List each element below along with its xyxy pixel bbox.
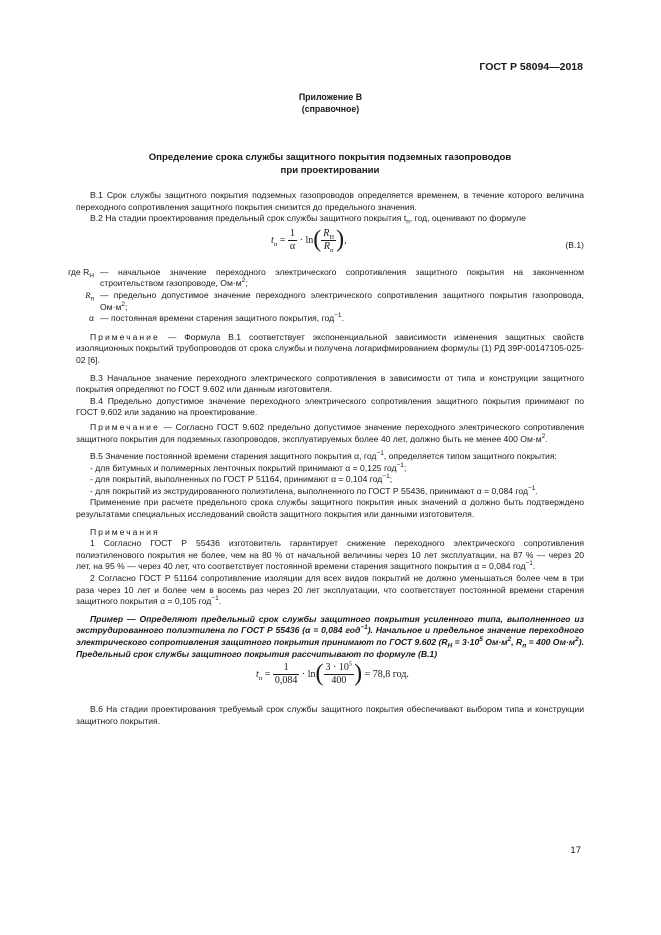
def-sup: 2 xyxy=(241,277,246,285)
def-end: ; xyxy=(125,301,128,312)
paragraph-b3: В.3 Начальное значение переходного электрического сопротивления в зависимости от типа и конструкции защитного покрытия определяют по ГОСТ 9.602 или данным изготовителя. xyxy=(76,372,584,395)
def-symbol-text: R xyxy=(85,289,91,300)
note-label: Примечание xyxy=(90,421,160,432)
formula-ratio-num xyxy=(321,228,336,241)
appendix-type: (справочное) xyxy=(301,103,360,114)
b2-text-end: , год, оценивают по формуле xyxy=(409,213,526,224)
formula-coef-num: 1 xyxy=(273,662,300,675)
standard-header: ГОСТ Р 58094—2018 xyxy=(479,61,583,73)
def-symbol: α xyxy=(89,313,94,324)
right-paren-icon: ) xyxy=(336,226,345,253)
page-number: 17 xyxy=(570,845,581,856)
example-sub: п xyxy=(522,642,527,650)
example-text: = 400 Ом·м xyxy=(526,637,576,647)
note-sup: −1 xyxy=(211,595,219,603)
example-sup: −1 xyxy=(360,624,368,632)
note-label: Примечание xyxy=(90,331,160,342)
definition-rn xyxy=(68,266,584,290)
def-symbol-text: где R xyxy=(68,266,90,277)
note-text: — Согласно ГОСТ 9.602 предельно допустимое значение переходного электрического сопротивления защитного покрытия для подземных газопроводов, эксплуатируемых более 40 лет, должно быть не менее 400 Ом·м xyxy=(76,421,584,444)
note-end: . xyxy=(218,596,222,607)
formula-ln: · ln xyxy=(301,668,316,680)
def-end: ; xyxy=(245,278,248,289)
list-item-sup: −1 xyxy=(527,485,536,493)
ratio-den-symbol: R xyxy=(323,240,330,252)
def-text: — начальное значение переходного электрического сопротивления защитного покрытия на законченном строительством газопроводе, Ом·м xyxy=(100,266,584,289)
b5-sup: −1 xyxy=(376,450,384,458)
note-sup: 2 xyxy=(541,432,546,440)
formula-coef xyxy=(273,662,300,687)
formula-example-expression xyxy=(256,662,409,687)
example-text: , R xyxy=(511,637,523,647)
ratio-num-text: 3 · 10 xyxy=(325,662,349,674)
appendix-heading xyxy=(0,92,661,115)
def-text: — предельно допустимое значение переходного электрического сопротивления защитного покрытия газопровода, Ом·м xyxy=(100,289,584,312)
formula-example xyxy=(76,662,584,696)
example-text: Пример — Определяют предельный срок службы защитного покрытия усиленного типа, выполненного из экструдированного полиэтилена по ГОСТ Р 55436 (α = 0,084 год xyxy=(76,613,584,636)
formula-coef-den: 0,084 xyxy=(274,675,298,687)
formula-coef-den: α xyxy=(289,240,296,252)
b5-text-end: , определяется типом защитного покрытия: xyxy=(383,451,557,462)
body-text xyxy=(68,190,585,727)
list-item-end: ; xyxy=(403,462,407,473)
formula-ln: · ln xyxy=(299,234,314,246)
list-item-text: - для покрытий, выполненных по ГОСТ Р 51164, принимают α = 0,104 год xyxy=(90,474,383,485)
b2-sub: п xyxy=(406,218,410,226)
definition-alpha xyxy=(76,313,584,325)
section-title xyxy=(80,152,580,177)
example-sup: 2 xyxy=(575,636,579,644)
note-3-2 xyxy=(76,573,584,608)
paragraph-b5 xyxy=(76,451,584,463)
def-symbol-sub: п xyxy=(90,295,94,303)
paragraph-b5-after: Применение при расчете предельного срока службы защитного покрытия иных значений α должно быть подтверждено результатами специальных исследований свойств защитного покрытия или данными изготовителя. xyxy=(76,497,584,520)
notes-3-label xyxy=(76,527,584,539)
formula-b1-expression xyxy=(271,228,347,253)
paragraph-b6: В.6 На стадии проектирования требуемый срок службы защитного покрытия обеспечивают выбором типа и конструкции защитного покрытия. xyxy=(76,704,584,726)
notes-label: Примечания xyxy=(90,526,160,537)
definition-rp xyxy=(76,290,584,313)
example-sup: 2 xyxy=(507,636,512,644)
ratio-num-sup: 5 xyxy=(348,660,353,668)
formula-lhs-sub: п xyxy=(258,674,263,682)
example-sup: 5 xyxy=(479,636,483,644)
list-item-sup: −1 xyxy=(382,473,390,481)
formula-coef xyxy=(288,228,297,253)
paragraph-b2 xyxy=(76,213,584,225)
note-end: . xyxy=(545,433,548,444)
def-symbol xyxy=(46,267,94,279)
equation-number: (В.1) xyxy=(565,239,584,250)
example-text: ). Предельный срок службы защитного покрытия рассчитывают по формуле (В.1) xyxy=(76,637,585,659)
formula-ratio-den xyxy=(321,241,336,253)
note-3-1 xyxy=(76,538,584,573)
note-2 xyxy=(76,422,584,445)
note-1 xyxy=(76,332,584,367)
example-sub: Н xyxy=(447,642,453,650)
formula-comma: , xyxy=(344,234,347,246)
formula-coef-num: 1 xyxy=(288,228,297,241)
formula-lhs: t xyxy=(271,234,274,246)
def-symbol xyxy=(46,290,94,302)
note-text: — Формула В.1 соответствует экспоненциальной зависимости изменения защитных свойств изоляционных покрытий трубопроводов от срока службы и получена логарифмированием формулы (1) РД 39Р-00147105-025-02 [6]. xyxy=(76,331,584,365)
ratio-num-sub: Н xyxy=(329,233,335,241)
right-paren-icon: ) xyxy=(354,660,363,687)
formula-lhs-sub: п xyxy=(273,240,278,248)
list-item xyxy=(76,486,584,498)
note-text: 1 Согласно ГОСТ Р 55436 изготовитель гарантирует снижение переходного электрического сопротивления полиэтиленового покрытия не более, чем на 80 % от начальной величины через 10 лет эксплуатации, на 87 % — через 20 лет, на 95 % — через 40 лет, что соответствует постоянной времени старения защитного покрытия α = 0,084 год xyxy=(76,538,584,572)
paragraph-b1: В.1 Срок службы защитного покрытия подземных газопроводов определяется временем, в течение которого величина переходного сопротивления защитного покрытия снизится до предельного значения. xyxy=(76,190,584,212)
example-text: = 3·10 xyxy=(452,637,480,647)
list-item xyxy=(76,474,584,486)
b2-text: В.2 На стадии проектирования предельный срок службы защитного покрытия t xyxy=(90,213,407,224)
def-end: . xyxy=(341,313,344,324)
note-sup: −1 xyxy=(525,560,533,568)
formula-b1 xyxy=(76,228,584,264)
title-line-1: Определение срока службы защитного покрытия подземных газопроводов xyxy=(148,152,512,163)
left-paren-icon: ( xyxy=(313,226,322,253)
list-item-end: ; xyxy=(389,474,393,485)
def-sup: −1 xyxy=(334,312,342,320)
left-paren-icon: ( xyxy=(315,660,324,687)
def-sup: 2 xyxy=(121,300,125,308)
formula-eq: = xyxy=(264,668,271,680)
definitions xyxy=(68,266,584,325)
formula-lhs: t xyxy=(256,668,259,680)
list-item-sup: −1 xyxy=(396,461,404,469)
formula-result: = 78,8 год. xyxy=(364,668,409,680)
list-item-text: - для битумных и полимерных ленточных покрытий принимают α = 0,125 год xyxy=(90,462,397,473)
example-paragraph xyxy=(76,614,584,660)
example-text: Ом·м xyxy=(482,637,508,647)
note-end: . xyxy=(532,561,536,572)
def-symbol-sub: Н xyxy=(89,272,94,280)
ratio-den-sub: п xyxy=(329,246,334,254)
ratio-num-symbol: R xyxy=(323,227,330,239)
formula-ratio xyxy=(324,662,355,687)
note-text: 2 Согласно ГОСТ Р 51164 сопротивление изоляции для всех видов покрытий не должно уменьшаться более чем в три раза через 10 лет и более чем в восемь раз через 20 лет эксплуатации, что соответствует постоянной времени старения защитного покрытия α = 0,105 год xyxy=(76,573,584,607)
formula-ratio xyxy=(321,228,336,253)
b5-text: В.5 Значение постоянной времени старения защитного покрытия α, год xyxy=(90,451,377,462)
def-text: — постоянная времени старения защитного покрытия, год xyxy=(100,313,335,324)
paragraph-b4: В.4 Предельно допустимое значение переходного электрического сопротивления защитного покрытия принимают по ГОСТ 9.602 или заданию на проектирование. xyxy=(76,395,584,418)
list-item xyxy=(76,463,584,475)
appendix-label: Приложение В xyxy=(298,92,363,102)
formula-eq: = xyxy=(279,234,286,246)
list-item-end: . xyxy=(535,485,538,496)
formula-ratio-num xyxy=(324,662,355,675)
list-item-text: - для покрытий из экструдированного полиэтилена, выполненного по ГОСТ Р 55436, принимают α = 0,084 год xyxy=(90,485,528,496)
title-line-2: при проектировании xyxy=(280,164,380,176)
example-text: ). Начальное и предельное значение переходного электрического сопротивления защитного покрытия принимают по ГОСТ 9.602 (R xyxy=(76,625,585,647)
formula-ratio-den: 400 xyxy=(331,675,347,687)
